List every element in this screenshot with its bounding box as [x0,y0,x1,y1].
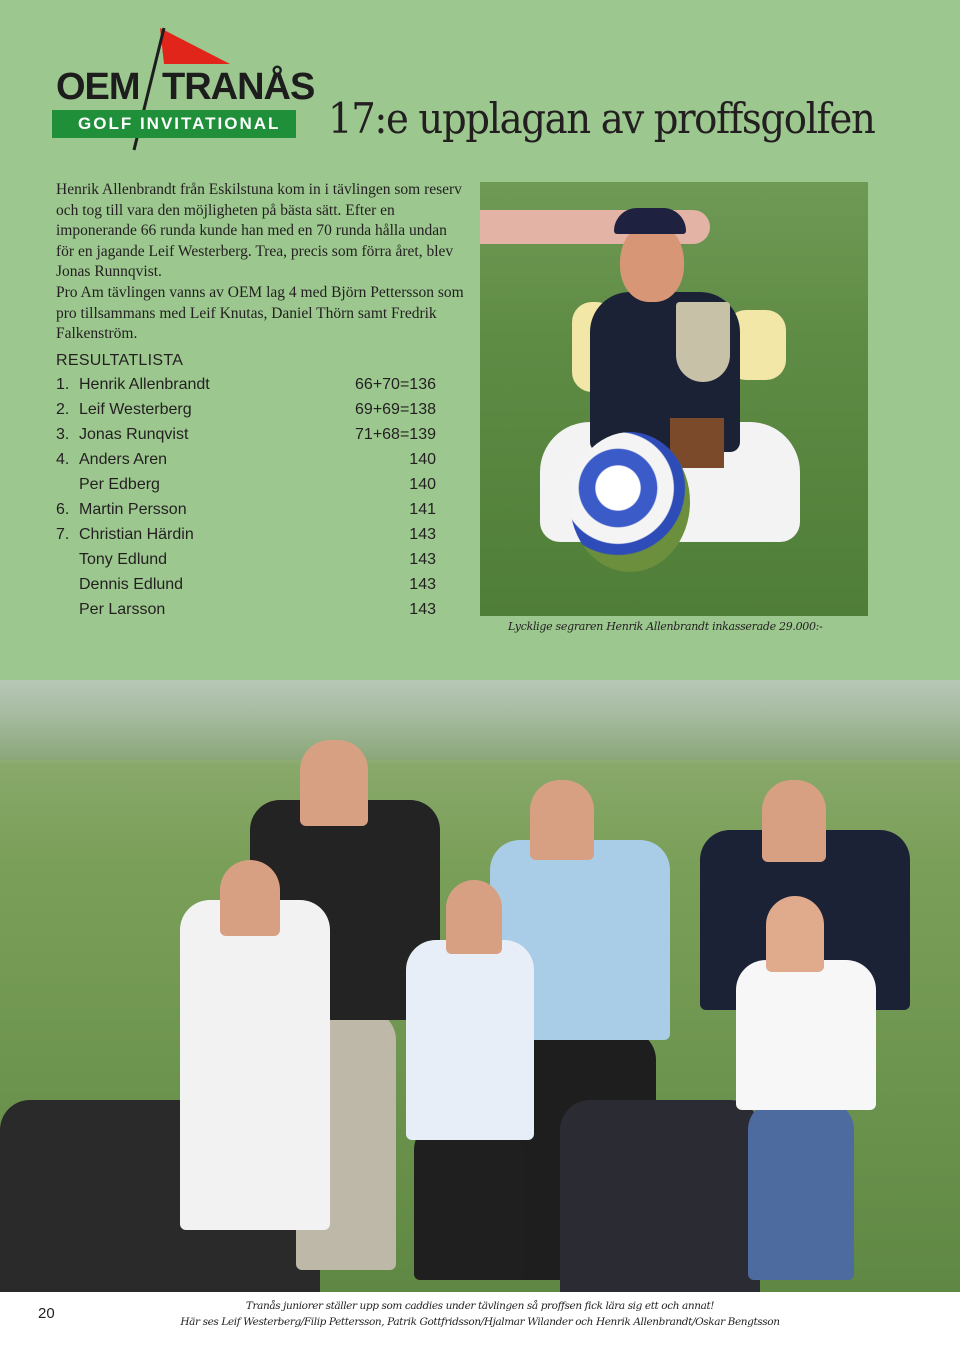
photo-figure [614,208,686,234]
result-score: 71+68=139 [355,426,436,443]
result-score: 141 [409,501,436,518]
result-score: 66+70=136 [355,376,436,393]
winner-photo-caption: Lycklige segraren Henrik Allenbrandt inkasserade 29.000:- [508,620,823,633]
result-rank: 4. [56,451,70,468]
photo-treeline [0,680,960,760]
result-score: 69+69=138 [355,401,436,418]
article-paragraph-1: Henrik Allenbrandt från Eskilstuna kom in i tävlingen som reserv och tog till vara den möjligheten på bästa sätt. Efter en imponerande 66 runda kunde han med en 70 runda hålla undan för en jagande Leif Westerberg. Trea, precis som förra året, blev Jonas Runnqvist. [56,181,462,280]
winner-photo [480,182,868,616]
result-row [56,551,440,576]
group-photo-caption-line-2: Här ses Leif Westerberg/Filip Pettersson, Patrik Gottfridsson/Hjalmar Wilander och Henrik Allenbrandt/Oskar Bengtsson [180,1316,780,1328]
logo-green-bar [52,110,296,138]
group-photo-caption-line-1: Tranås juniorer ställer upp som caddies under tävlingen så proffsen fick lära sig ett och annat! [245,1300,715,1312]
result-row [56,601,440,626]
result-name: Martin Persson [79,501,187,518]
photo-figure [736,960,876,1110]
trophy [676,302,730,382]
result-rank: 1. [56,376,70,393]
page-number: 20 [38,1305,55,1322]
oem-tranas-logo [52,24,315,154]
photo-figure [220,860,280,936]
result-score: 140 [409,476,436,493]
result-score: 143 [409,601,436,618]
result-row [56,376,440,401]
result-score: 143 [409,576,436,593]
result-score: 140 [409,451,436,468]
article-paragraph-2: Pro Am tävlingen vanns av OEM lag 4 med Björn Pettersson som pro tillsammans med Leif Knutas, Daniel Thörn samt Fredrik Falkenström. [56,284,464,342]
logo-tranas-text: TRANÅS [162,66,315,108]
result-row [56,451,440,476]
result-rank: 6. [56,501,70,518]
photo-figure [530,780,594,860]
result-rank: 2. [56,401,70,418]
result-row [56,476,440,501]
result-name: Henrik Allenbrandt [79,376,210,393]
photo-figure [766,896,824,972]
golf-bag [560,1100,760,1292]
photo-figure [762,780,826,862]
result-name: Jonas Runqvist [79,426,189,443]
result-name: Per Larsson [79,601,166,618]
result-row [56,526,440,551]
result-name: Leif Westerberg [79,401,192,418]
result-name: Christian Härdin [79,526,194,543]
result-score: 143 [409,551,436,568]
photo-figure [748,1100,854,1280]
result-rank: 7. [56,526,70,543]
photo-figure [414,1120,524,1280]
headline: 17:e upplagan av proffsgolfen [328,94,875,143]
result-row [56,426,440,451]
result-row [56,576,440,601]
logo-oem-text: OEM [56,66,140,108]
result-score: 143 [409,526,436,543]
result-row [56,501,440,526]
group-photo [0,680,960,1292]
result-name: Anders Aren [79,451,168,468]
logo-golf-invitational-text: GOLF INVITATIONAL [78,114,281,133]
results-heading: RESULTATLISTA [56,352,184,369]
result-rank: 3. [56,426,70,443]
result-name: Per Edberg [79,476,160,493]
photo-figure [446,880,502,954]
photo-figure [620,222,684,302]
results-list [56,376,440,626]
photo-figure [300,740,368,826]
photo-figure [406,940,534,1140]
photo-figure [180,900,330,1230]
flower-bouquet [570,432,690,572]
result-name: Dennis Edlund [79,576,184,593]
result-name: Tony Edlund [79,551,168,568]
result-row [56,401,440,426]
